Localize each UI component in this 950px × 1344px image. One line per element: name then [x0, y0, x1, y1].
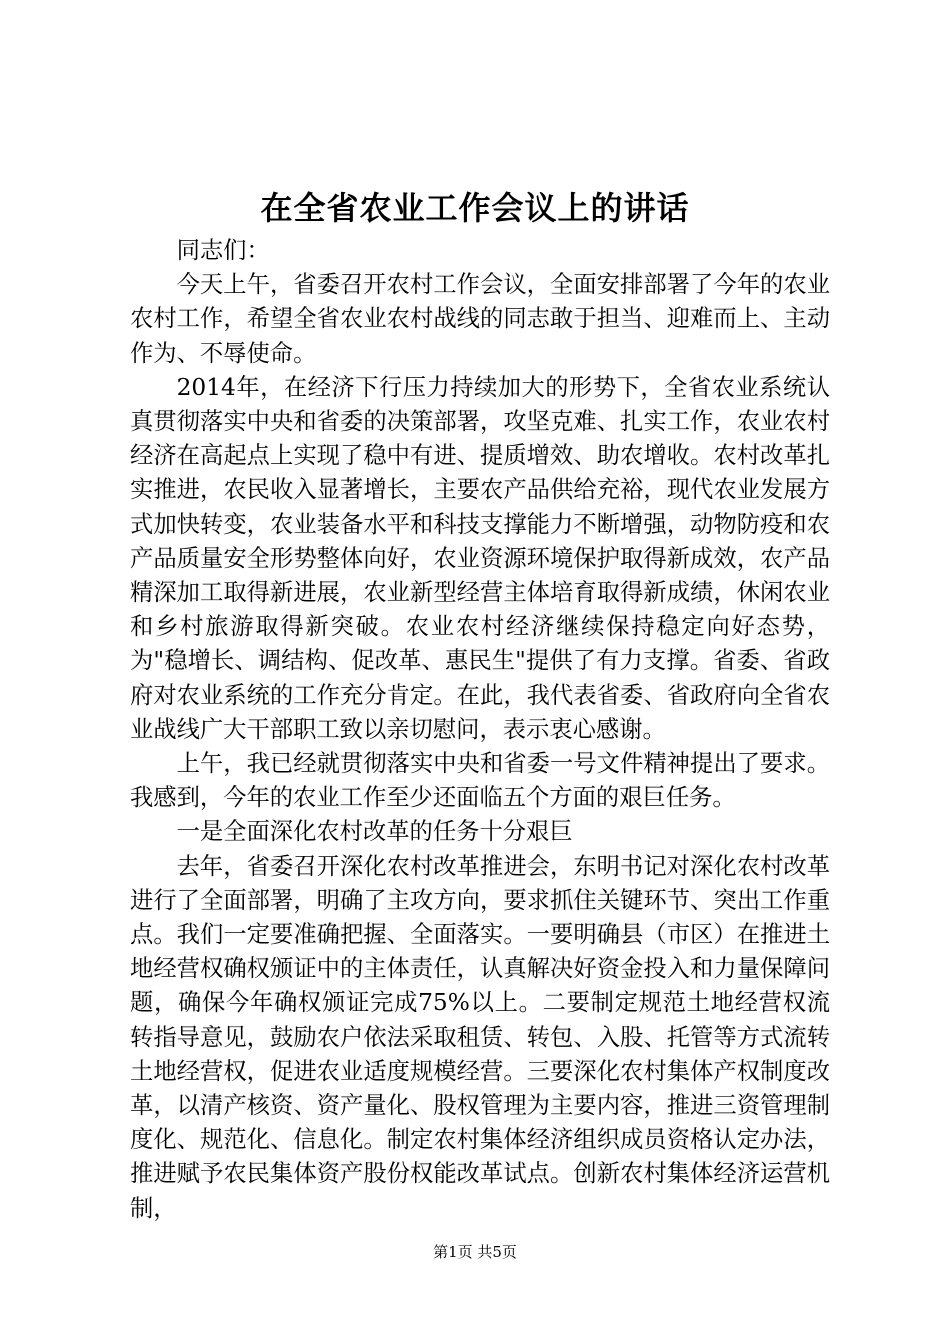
section-heading-rural-reform: 一是全面深化农村改革的任务十分艰巨 [176, 818, 573, 846]
document-body [130, 234, 830, 1226]
paragraph-intro: 今天上午，省委召开农村工作会议，全面安排部署了今年的农业农村工作，希望全省农业农村战线的同志敢于担当、迎难而上、主动作为、不辱使命。 [130, 271, 830, 367]
paragraph-tasks-overview: 上午，我已经就贯彻落实中央和省委一号文件精神提出了要求。我感到，今年的农业工作至少还面临五个方面的艰巨任务。 [130, 750, 830, 812]
page-footer: 第1页 共5页 [433, 1243, 517, 1261]
document-title: 在全省农业工作会议上的讲话 [260, 189, 690, 227]
paragraph-rural-reform: 去年，省委召开深化农村改革推进会，东明书记对深化农村改革进行了全面部署，明确了主攻方向，要求抓住关键环节、突出工作重点。我们一定要准确把握、全面落实。一要明确县（市区）在推进土地经营权确权颁证中的主体责任，认真解决好资金投入和力量保障问题，确保今年确权颁证完成75%以上。二要制定规范土地经营权流转指导意见，鼓励农户依法采取租赁、转包、入股、托管等方式流转土地经营权，促进农业适度规模经营。三要深化农村集体产权制度改革，以清产核资、资产量化、股权管理为主要内容，推进三资管理制度化、规范化、信息化。制定农村集体经济组织成员资格认定办法，推进赋予农民集体资产股份权能改革试点。创新农村集体经济运营机制， [130, 852, 830, 1222]
paragraph-review-2014: 2014年，在经济下行压力持续加大的形势下，全省农业系统认真贯彻落实中央和省委的决策部署，攻坚克难、扎实工作，农业农村经济在高起点上实现了稳中有进、提质增效、助农增收。农村改革扎实推进，农民收入显著增长，主要农产品供给充裕，现代农业发展方式加快转变，农业装备水平和科技支撑能力不断增强，动物防疫和农产品质量安全形势整体向好，农业资源环境保护取得新成效，农产品精深加工取得新进展，农业新型经营主体培育取得新成绩，休闲农业和乡村旅游取得新突破。农业农村经济继续保持稳定向好态势，为"稳增长、调结构、促改革、惠民生"提供了有力支撑。省委、省政府对农业系统的工作充分肯定。在此，我代表省委、省政府向全省农业战线广大干部职工致以亲切慰问，表示衷心感谢。 [130, 373, 830, 743]
paragraph-salutation: 同志们： [176, 237, 270, 264]
